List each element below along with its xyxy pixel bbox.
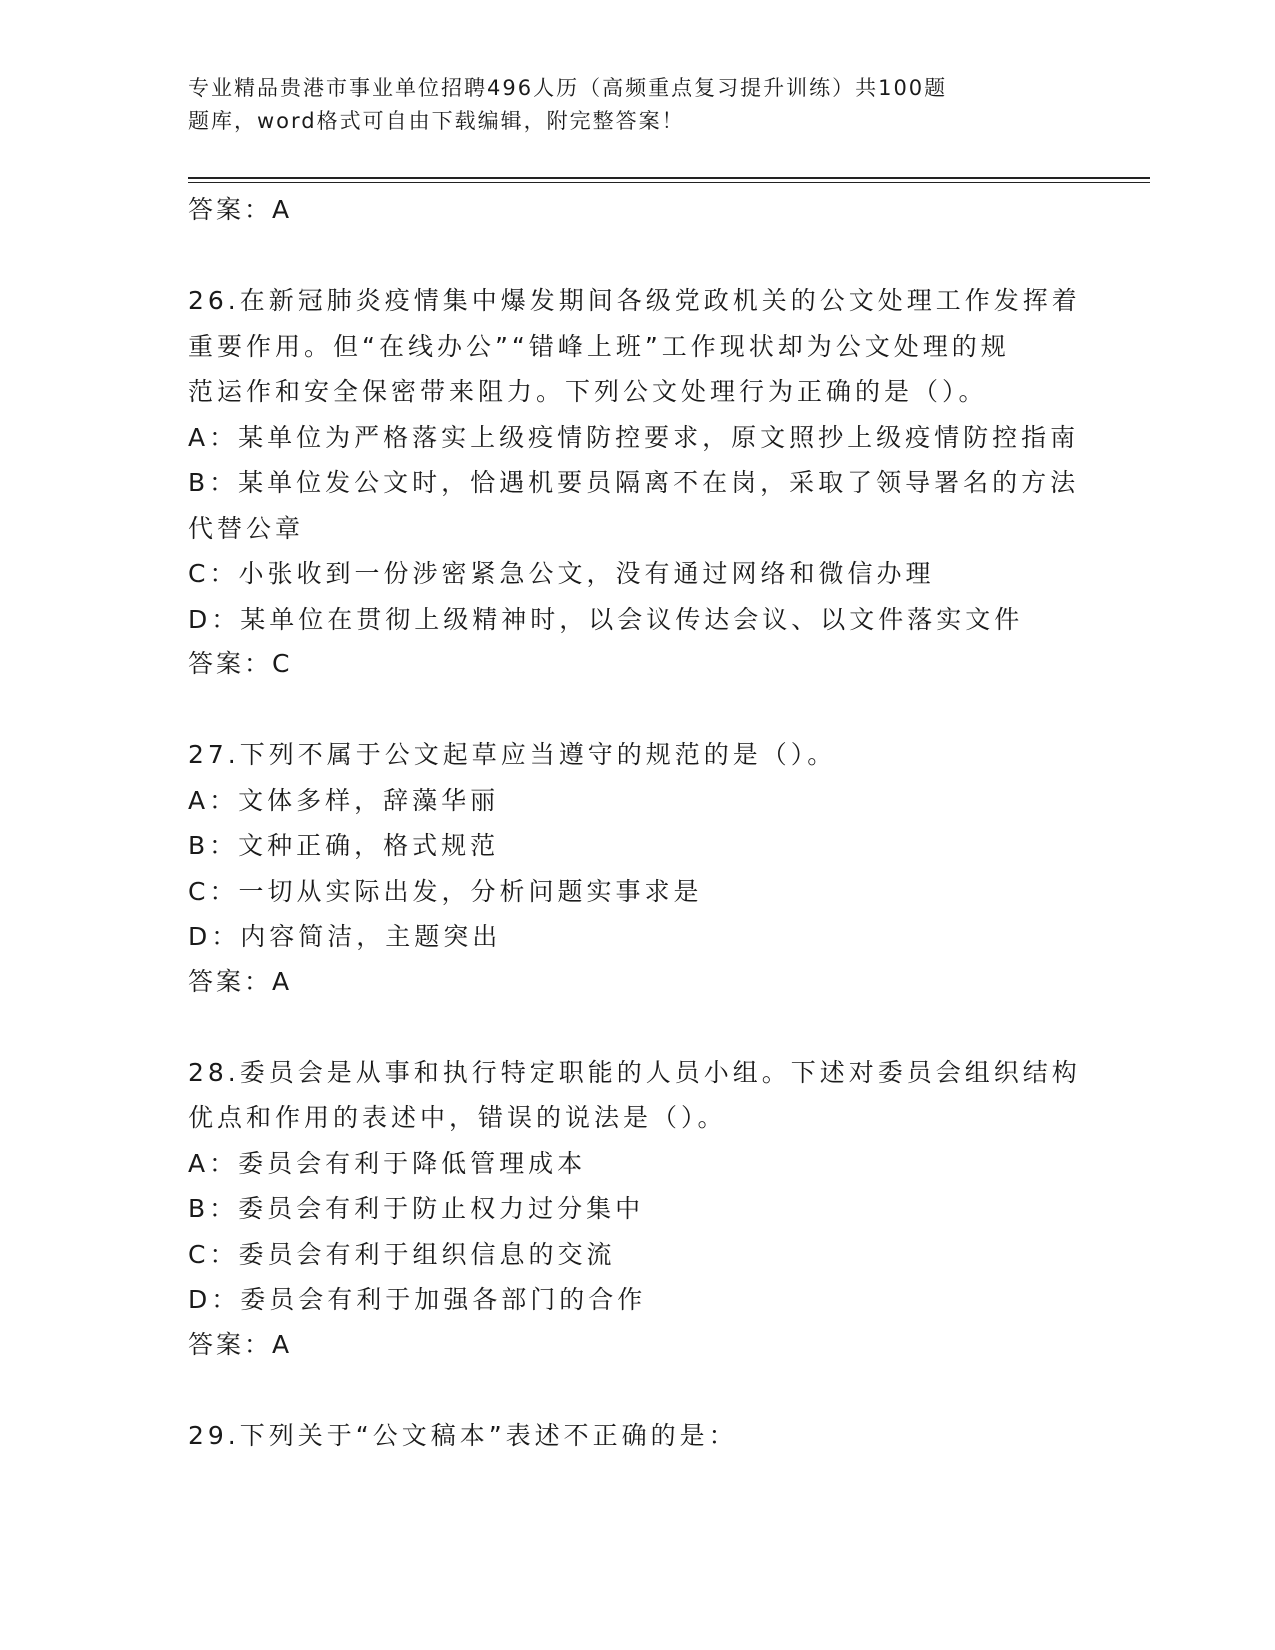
question-text: 范运作和安全保密带来阻力。下列公文处理行为正确的是（）。 <box>188 377 988 406</box>
option-b: B：文种正确，格式规范 <box>188 831 500 860</box>
option-a: A：某单位为严格落实上级疫情防控要求，原文照抄上级疫情防控指南 <box>188 422 1080 452</box>
option-a: A：文体多样，辞藻华丽 <box>188 785 500 815</box>
spacer <box>188 1367 1088 1413</box>
document-header <box>188 72 1048 138</box>
option-a: A：委员会有利于降低管理成本 <box>188 1148 587 1178</box>
header-rule-thin <box>188 182 1150 183</box>
option-c: C：委员会有利于组织信息的交流 <box>188 1239 616 1269</box>
question-text: 28.委员会是从事和执行特定职能的人员小组。下述对委员会组织结构 <box>188 1057 1081 1087</box>
question-text: 29.下列关于“公文稿本”表述不正确的是： <box>188 1420 738 1450</box>
question-block <box>188 1413 1088 1459</box>
option-d: D：某单位在贯彻上级精神时，以会议传达会议、以文件落实文件 <box>188 604 1024 634</box>
answer-line: 答案：A <box>188 966 293 996</box>
question-block <box>188 732 1088 1004</box>
question-text: 重要作用。但“在线办公”“错峰上班”工作现状却为公文处理的规 <box>188 331 1010 361</box>
answer-line: 答案：C <box>188 649 293 678</box>
question-block <box>188 278 1088 686</box>
header-line-2: 题库，word格式可自由下载编辑，附完整答案！ <box>188 109 685 133</box>
spacer <box>188 686 1088 732</box>
option-d: D：内容简洁，主题突出 <box>188 922 502 951</box>
option-b: B：委员会有利于防止权力过分集中 <box>188 1194 645 1223</box>
header-line-1: 专业精品贵港市事业单位招聘496人历（高频重点复习提升训练）共100题 <box>188 76 948 100</box>
option-c: C：一切从实际出发，分析问题实事求是 <box>188 876 703 906</box>
question-text: 27.下列不属于公文起草应当遵守的规范的是（）。 <box>188 740 837 769</box>
spacer <box>188 1004 1088 1050</box>
header-rule-thick <box>188 177 1150 179</box>
spacer <box>188 232 1088 278</box>
option-c: C：小张收到一份涉密紧急公文，没有通过网络和微信办理 <box>188 559 935 588</box>
option-b-continued: 代替公章 <box>188 513 305 543</box>
answer-line: 答案：A <box>188 1329 293 1359</box>
question-list <box>188 188 1088 1458</box>
question-text: 26.在新冠肺炎疫情集中爆发期间各级党政机关的公文处理工作发挥着 <box>188 286 1081 315</box>
question-text: 优点和作用的表述中，错误的说法是（）。 <box>188 1103 727 1132</box>
question-block <box>188 1050 1088 1367</box>
answer-line: 答案：A <box>188 195 293 224</box>
option-b: B：某单位发公文时，恰遇机要员隔离不在岗，采取了领导署名的方法 <box>188 468 1080 497</box>
option-d: D：委员会有利于加强各部门的合作 <box>188 1285 647 1314</box>
